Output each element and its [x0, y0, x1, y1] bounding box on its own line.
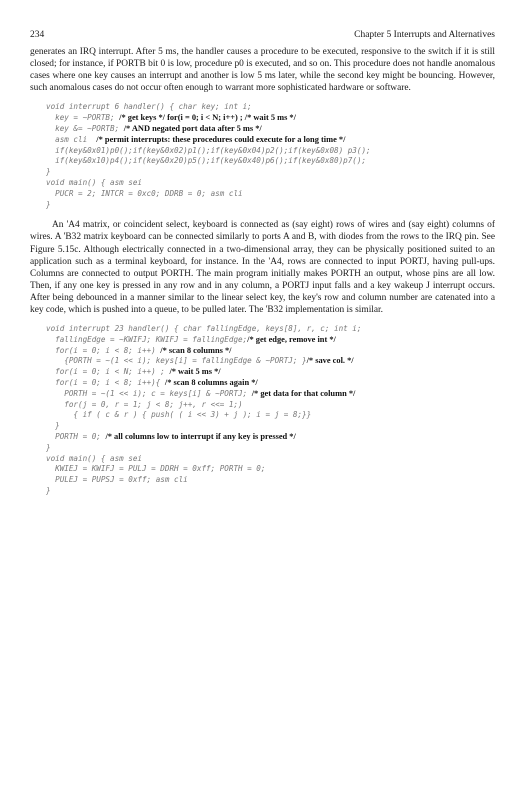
code-line [46, 200, 495, 211]
code-text: { if ( c & r ) { push( ( i << 3) + j ); i = j = 8;}} [46, 410, 312, 420]
code-text: PORTH = ~(1 << i); c = keys[i] & ~PORTJ; [46, 388, 252, 398]
code-text: } [46, 199, 51, 209]
code-text: PUCR = 2; INTCR = 0xc0; DDRB = 0; asm cli [46, 188, 243, 198]
code-listing-matrix-main [46, 454, 495, 497]
code-line [46, 135, 495, 146]
code-line [46, 475, 495, 486]
code-line [46, 346, 495, 357]
code-line [46, 178, 495, 189]
code-line [46, 167, 495, 178]
code-text: for(j = 0, r = 1; j < 8; j++, r <<= 1;) [46, 399, 243, 409]
code-text: asm cli [46, 134, 97, 144]
code-comment: /* wait 5 ms */ [169, 367, 221, 377]
code-comment: /* save col. */ [306, 356, 354, 366]
code-line [46, 367, 495, 378]
code-line [46, 113, 495, 124]
code-text: if(key&0x01)p0();if(key&0x02)p1();if(key&0x04)p2();if(key&0x08) p3(); [46, 145, 371, 155]
code-text: void interrupt 23 handler() { char fallingEdge, keys[8], r, c; int i; [46, 324, 362, 334]
code-line [46, 335, 495, 346]
code-line [46, 324, 495, 335]
code-line [46, 156, 495, 167]
code-comment: /* permit interrupts: these procedures could execute for a long time */ [96, 134, 346, 144]
paragraph-debounce-explanation: generates an IRQ interrupt. After 5 ms, the handler causes a procedure to be executed, responsive to the switch if it is still closed; for instance, if PORTB bit 0 is low, procedure p0 is executed, and so on. This procedure does not handle anomalous cases where one key causes an interrupt and another is low 5 ms later, while the second key might be bouncing. However, such anomalous cases do not occur often enough to warrant more sophisticated hardware or software. [30, 47, 495, 94]
code-listing-matrix-handler [46, 324, 495, 454]
code-text: } [46, 421, 60, 431]
code-listing-linear-select-main [46, 178, 495, 210]
code-text: for(i = 0; i < 8; i++) [46, 345, 161, 355]
book-page [30, 30, 495, 775]
code-line [46, 356, 495, 367]
code-comment: /* get data for that column */ [251, 388, 356, 398]
code-comment: /* scan 8 columns */ [160, 345, 232, 355]
code-line [46, 454, 495, 465]
code-text: void main() { asm sei [46, 177, 143, 187]
code-line [46, 432, 495, 443]
code-line [46, 464, 495, 475]
code-comment: /* AND negated port data after 5 ms */ [123, 123, 262, 133]
code-line [46, 410, 495, 421]
code-text: } [46, 486, 51, 496]
code-line [46, 421, 495, 432]
code-line [46, 102, 495, 113]
code-text: void interrupt 6 handler() { char key; int i; [46, 102, 252, 112]
code-line [46, 400, 495, 411]
code-text: void main() { asm sei [46, 453, 143, 463]
code-line [46, 486, 495, 497]
paragraph-matrix-keyboard: An 'A4 matrix, or coincident select, keyboard is connected as (say eight) rows of wires and (say eight) columns of wires. A 'B32 matrix keyboard can be connected similarly to ports A and B, with diodes from the rows to the IRQ pin. See Figure 5.15c. Although electrically connected in a two-dimensional array, they can be physically positioned suited to an application such as a terminal keyboard, for instance. In the 'A4, rows are connected to input PORTJ, having pull-ups. Columns are connected to output PORTH. The main program initially makes PORTH an output, whose pins are all low. Then, if any one key is pressed in any row and in any column, a PORTJ input falls and a key wakeup J interrupt occurs. After being debounced in a manner similar to the linear select key, the key's row and column number are catenated into a key code, which is pushed into a queue, to be pulled later. The 'B32 implementation is similar. [30, 220, 495, 315]
running-header [30, 30, 495, 46]
code-text: } [46, 442, 51, 452]
chapter-title: Chapter 5 Interrupts and Alternatives [354, 30, 495, 40]
code-text: } [46, 167, 51, 177]
code-text: key &= ~PORTB; [46, 123, 124, 133]
page-number: 234 [30, 30, 45, 40]
code-text: PORTH = 0; [46, 432, 106, 442]
code-text: for(i = 0; i < N; i++) ; [46, 367, 170, 377]
code-text: KWIEJ = KWIFJ = PULJ = DDRH = 0xff; PORTH = 0; [46, 464, 266, 474]
code-text: {PORTH = ~(1 << i); keys[i] = fallingEdge & ~PORTJ; } [46, 356, 307, 366]
code-line [46, 378, 495, 389]
code-line [46, 389, 495, 400]
code-comment: /* get edge, remove int */ [247, 334, 336, 344]
code-line [46, 189, 495, 200]
code-listing-linear-select-handler [46, 102, 495, 178]
code-text: fallingEdge = ~KWIFJ; KWIFJ = fallingEdge; [46, 334, 248, 344]
code-text: PULEJ = PUPSJ = 0xff; asm cli [46, 475, 188, 485]
code-comment: /* scan 8 columns again */ [164, 378, 258, 388]
code-comment: /* get keys */ for(i = 0; i < N; i++) ; /* wait 5 ms */ [119, 113, 296, 123]
code-line [46, 146, 495, 157]
code-comment: /* all columns low to interrupt if any key is pressed */ [105, 432, 296, 442]
code-line [46, 443, 495, 454]
code-text: for(i = 0; i < 8; i++){ [46, 378, 165, 388]
code-line [46, 124, 495, 135]
code-text: key = ~PORTB; [46, 113, 120, 123]
code-text: if(key&0x10)p4();if(key&0x20)p5();if(key&0x40)p6();if(key&0x80)p7(); [46, 156, 367, 166]
